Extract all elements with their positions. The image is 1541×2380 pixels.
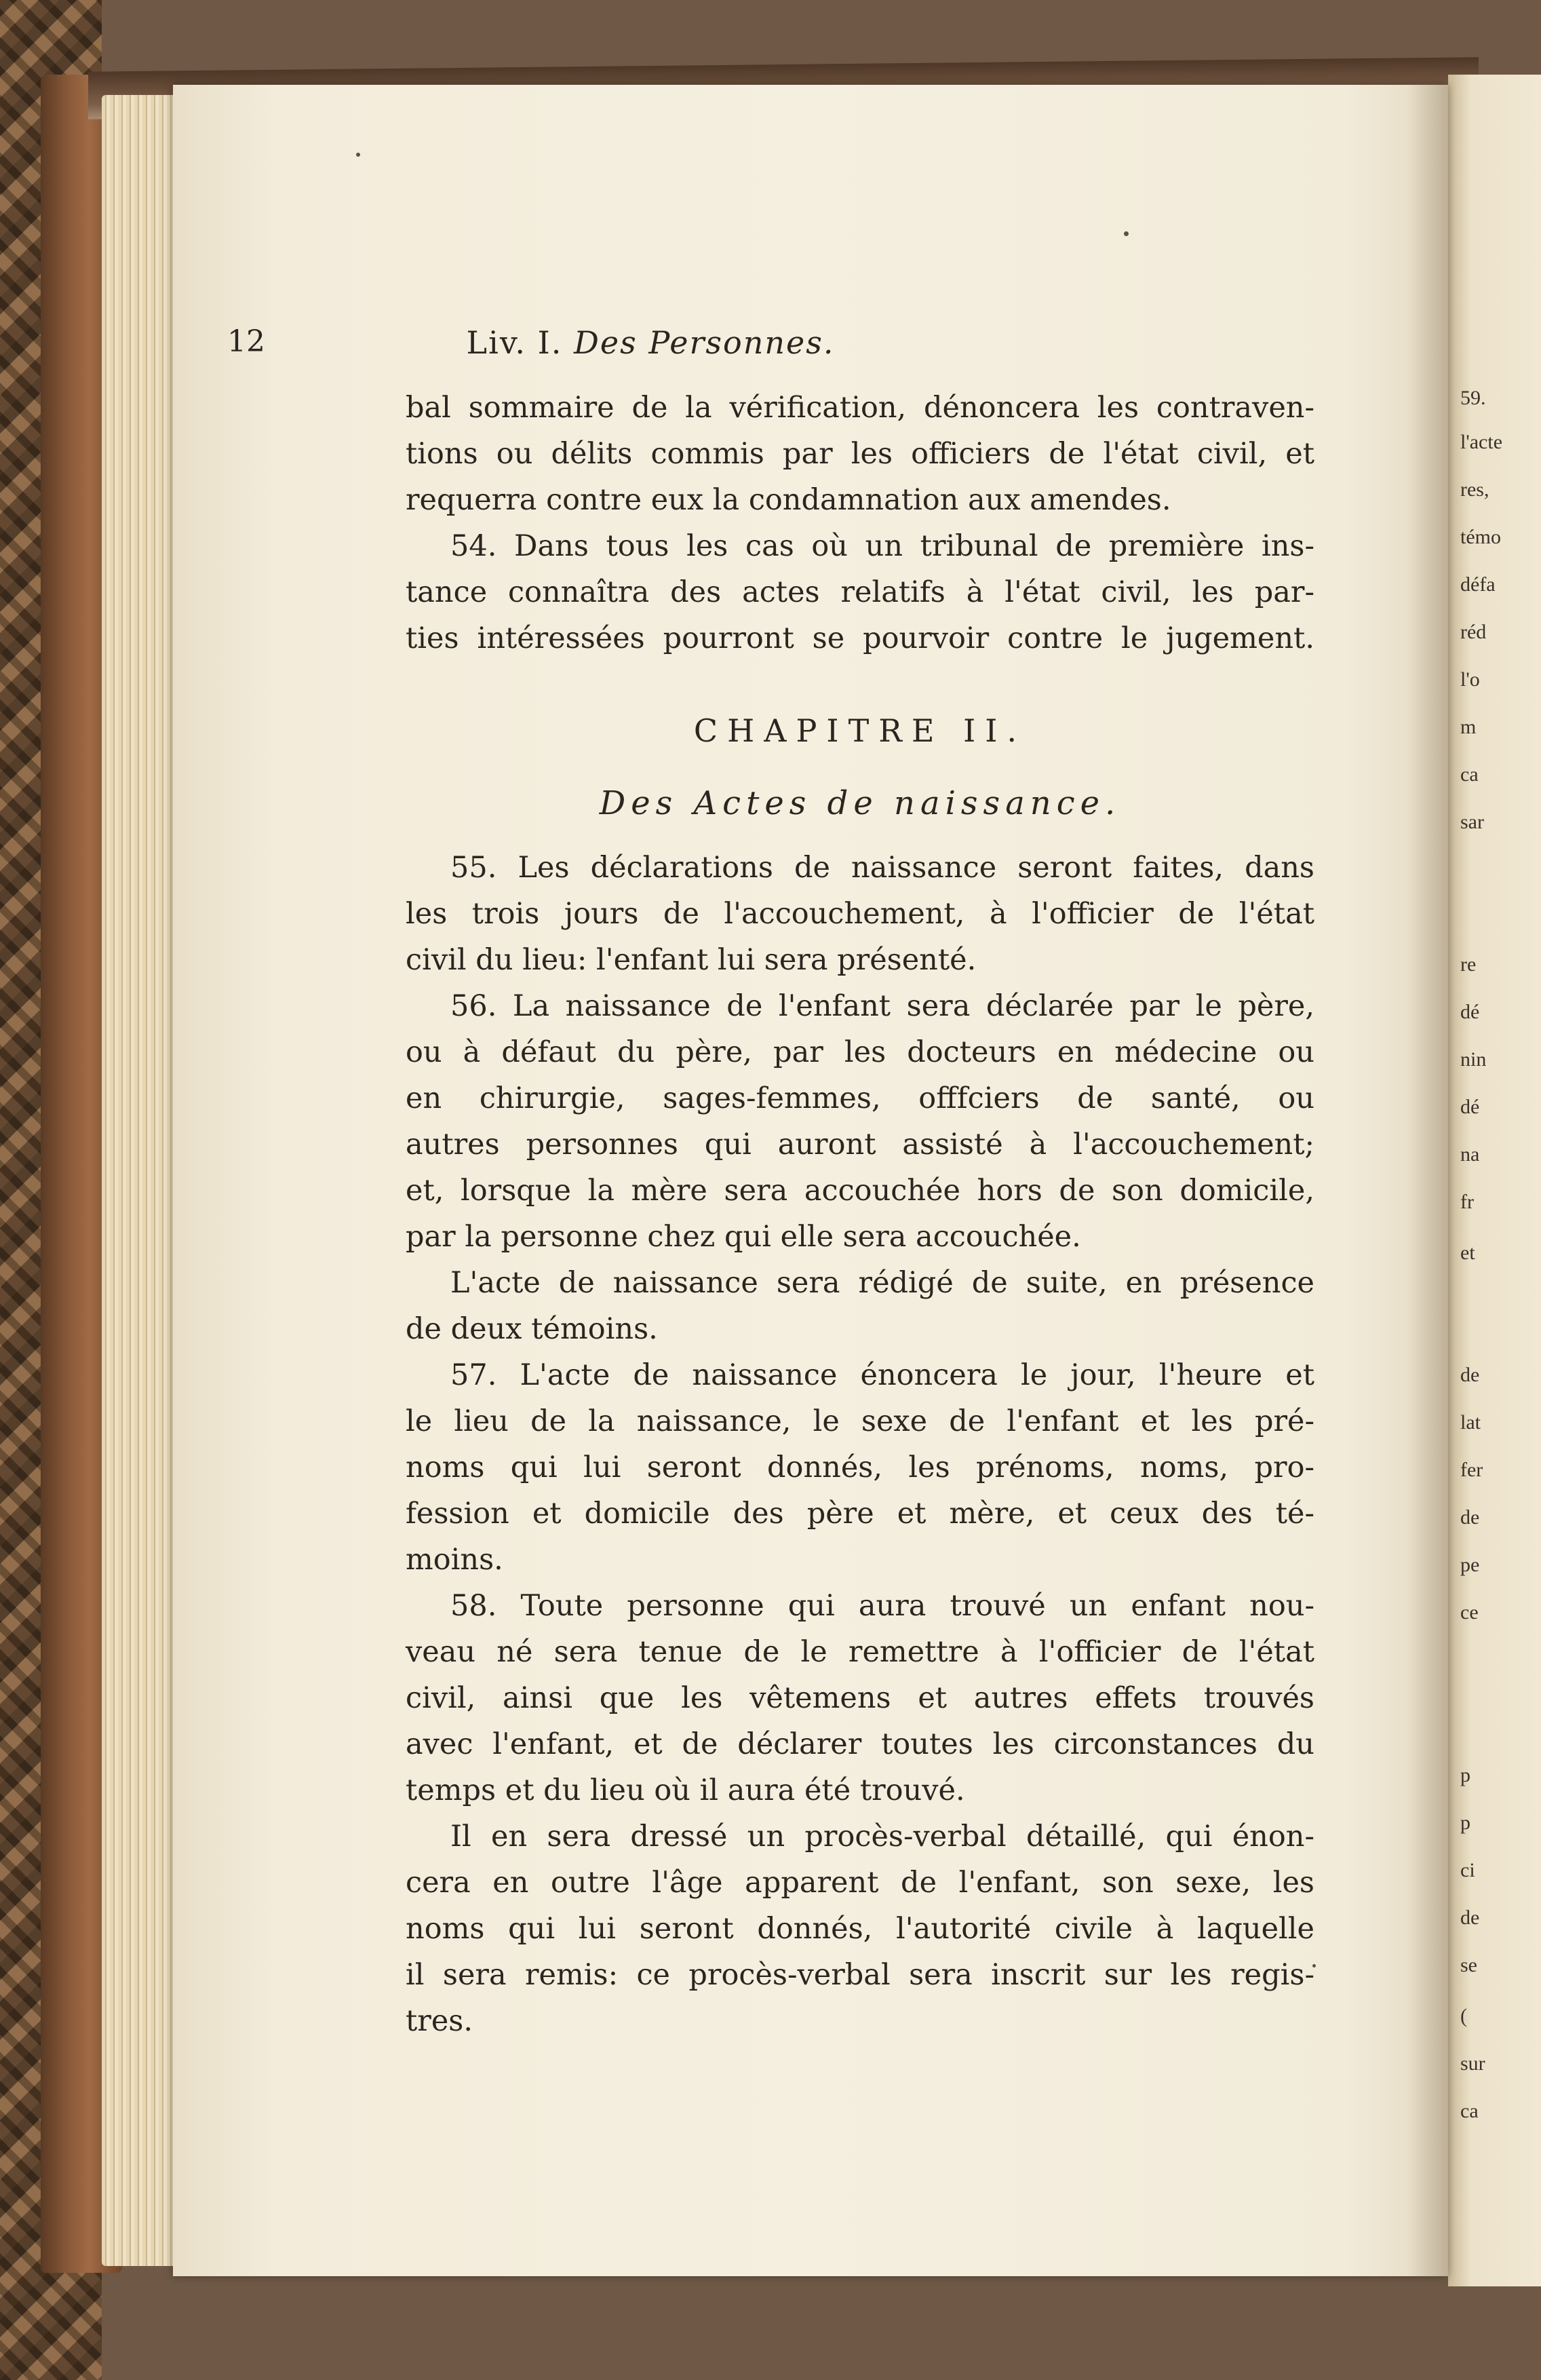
chapter-subtitle: Des Actes de naissance. [599,784,1121,822]
chapter-title: CHAPITRE II. [693,712,1027,749]
text-line: tance connaîtra des actes relatifs à l'état civil, les par- [406,575,1314,609]
text-line: veau né sera tenue de le remettre à l'officier de l'état [406,1635,1314,1669]
facing-fragment: re [1460,953,1477,976]
facing-fragment: et [1460,1242,1475,1264]
facing-fragment: fr [1460,1191,1474,1213]
facing-fragment: p [1460,1764,1470,1786]
text-line: il sera remis: ce procès-verbal sera inscrit sur les regis- [406,1958,1314,1992]
running-title [467,324,835,361]
facing-fragment: ( [1460,2005,1467,2027]
facing-fragment: témo [1460,526,1501,548]
text-line: Il en sera dressé un procès-verbal détaillé, qui énon- [450,1820,1314,1854]
facing-fragment: de [1460,1506,1480,1529]
text-line: requerra contre eux la condamnation aux amendes. [406,483,1171,517]
text-line: 58. Toute personne qui aura trouvé un enfant nou- [450,1589,1314,1623]
facing-fragment: l'o [1460,668,1480,691]
facing-fragment: m [1460,716,1477,738]
facing-fragment: de [1460,1364,1480,1386]
facing-fragment: 59. [1460,387,1486,409]
text-line: fession et domicile des père et mère, et ceux des té- [406,1497,1314,1531]
text-line: tions ou délits commis par les officiers de l'état civil, et [406,437,1314,471]
text-line: noms qui lui seront donnés, l'autorité civile à laquelle [406,1912,1314,1946]
facing-fragment: fer [1460,1459,1483,1481]
running-head [227,324,1082,365]
text-line: de deux témoins. [406,1312,658,1346]
text-line: civil, ainsi que les vêtemens et autres effets trouvés [406,1681,1314,1715]
facing-fragment: na [1460,1143,1480,1166]
facing-fragment: dé [1460,1096,1480,1118]
facing-fragment: dé [1460,1001,1480,1023]
facing-fragment: se [1460,1954,1477,1976]
text-line: temps et du lieu où il aura été trouvé. [406,1773,965,1807]
gutter-shadow [1407,85,1448,2276]
facing-fragment: pe [1460,1554,1480,1576]
paper-speck [356,153,360,157]
facing-fragment: sar [1460,811,1484,833]
text-line: les trois jours de l'accouchement, à l'officier de l'état [406,897,1314,931]
facing-fragment: de [1460,1906,1480,1929]
text-line: 56. La naissance de l'enfant sera déclarée par le père, [450,989,1314,1023]
text-line: le lieu de la naissance, le sexe de l'enfant et les pré- [406,1404,1314,1438]
page-edges [102,95,176,2266]
text-line: bal sommaire de la vérification, dénoncera les contraven- [406,391,1314,425]
facing-page [1448,75,1541,2286]
text-line: en chirurgie, sages-femmes, offfciers de santé, ou [406,1081,1314,1115]
text-line: civil du lieu: l'enfant lui sera présenté. [406,943,977,977]
text-line: cera en outre l'âge apparent de l'enfant, son sexe, les [406,1866,1314,1900]
text-line: 54. Dans tous les cas où un tribunal de première ins- [450,529,1314,563]
text-line: ties intéressées pourront se pourvoir contre le jugement. [406,621,1314,655]
text-line: noms qui lui seront donnés, les prénoms, noms, pro- [406,1451,1314,1484]
facing-fragment: p [1460,1811,1470,1834]
facing-fragment: res, [1460,478,1489,501]
text-line: autres personnes qui auront assisté à l'accouchement; [406,1128,1314,1162]
text-line: L'acte de naissance sera rédigé de suite, en présence [450,1266,1314,1300]
facing-fragment: l'acte [1460,431,1503,453]
facing-fragment: nin [1460,1048,1487,1071]
text-line: ou à défaut du père, par les docteurs en médecine ou [406,1035,1314,1069]
page-number: 12 [227,324,265,359]
facing-fragment: ce [1460,1601,1479,1624]
facing-fragment: réd [1460,621,1487,643]
facing-fragment: défa [1460,573,1496,596]
text-line: 55. Les déclarations de naissance seront faites, dans [450,851,1314,885]
book-label: Liv. I. [466,324,563,361]
text-line: 57. L'acte de naissance énoncera le jour, l'heure et [450,1358,1314,1392]
text-line: moins. [406,1543,503,1577]
text-line: et, lorsque la mère sera accouchée hors de son domicile, [406,1174,1314,1208]
text-line: tres. [406,2004,473,2038]
facing-fragment: ca [1460,763,1479,786]
text-line: avec l'enfant, et de déclarer toutes les circonstances du [406,1727,1314,1761]
section-label: Des Personnes. [574,324,835,361]
facing-fragment: sur [1460,2052,1485,2075]
facing-fragment: ca [1460,2100,1479,2122]
facing-fragment: lat [1460,1411,1481,1434]
text-line: par la personne chez qui elle sera accouchée. [406,1220,1081,1254]
facing-fragment: ci [1460,1859,1475,1881]
paper-speck [1124,231,1129,236]
